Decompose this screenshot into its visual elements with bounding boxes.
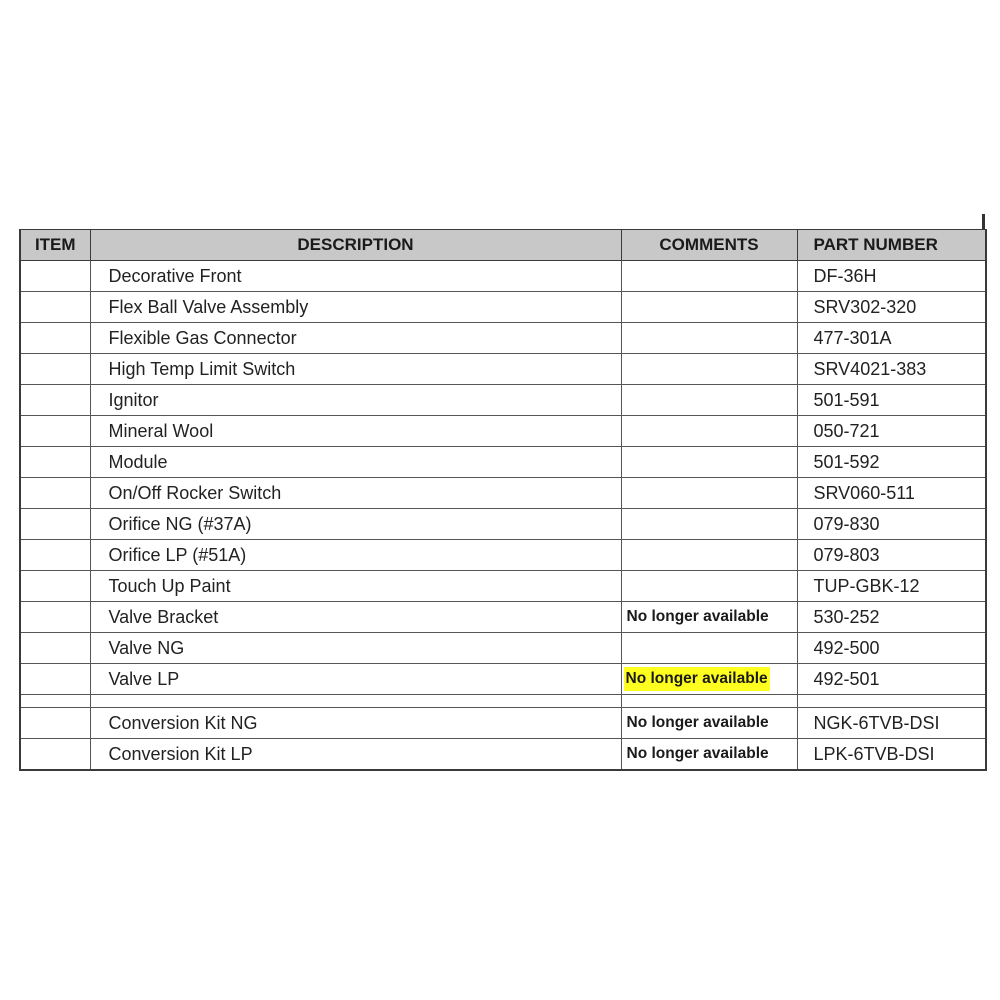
comments-cell [621,478,797,509]
part-number-cell: DF-36H [797,261,986,292]
comments-cell [621,416,797,447]
comments-cell [621,354,797,385]
comments-cell [621,261,797,292]
parts-table [19,229,987,771]
table-spacer-row [20,695,986,708]
description-cell: Orifice NG (#37A) [90,509,621,540]
item-cell [20,323,90,354]
header-part-number: PART NUMBER [797,230,986,261]
header-item: ITEM [20,230,90,261]
part-number-cell: NGK-6TVB-DSI [797,708,986,739]
comments-cell [621,447,797,478]
description-cell: Orifice LP (#51A) [90,540,621,571]
item-cell [20,571,90,602]
table-row [20,571,986,602]
spacer-cell [797,695,986,708]
part-number-cell: LPK-6TVB-DSI [797,739,986,771]
part-number-cell: 530-252 [797,602,986,633]
table-row [20,447,986,478]
comments-cell [621,571,797,602]
header-description: DESCRIPTION [90,230,621,261]
table-row [20,633,986,664]
table-row [20,261,986,292]
part-number-cell: 079-803 [797,540,986,571]
description-cell: On/Off Rocker Switch [90,478,621,509]
description-cell: Mineral Wool [90,416,621,447]
comments-cell [621,323,797,354]
description-cell: Ignitor [90,385,621,416]
item-cell [20,708,90,739]
description-cell: Flexible Gas Connector [90,323,621,354]
comments-cell [621,385,797,416]
item-cell [20,739,90,771]
item-cell [20,261,90,292]
part-number-cell: SRV302-320 [797,292,986,323]
description-cell: Valve NG [90,633,621,664]
table-row [20,385,986,416]
table-row [20,416,986,447]
description-cell: Valve LP [90,664,621,695]
description-cell: Conversion Kit LP [90,739,621,771]
table-row [20,602,986,633]
comments-cell [621,633,797,664]
item-cell [20,292,90,323]
table-row [20,540,986,571]
part-number-cell: 050-721 [797,416,986,447]
header-comments: COMMENTS [621,230,797,261]
item-cell [20,602,90,633]
comments-cell [621,664,797,695]
highlighted-comment: No longer available [624,667,770,691]
part-number-cell: 501-592 [797,447,986,478]
table-row [20,354,986,385]
item-cell [20,664,90,695]
spacer-cell [90,695,621,708]
item-cell [20,540,90,571]
item-cell [20,509,90,540]
table-header-row [20,230,986,261]
part-number-cell: 501-591 [797,385,986,416]
item-cell [20,447,90,478]
item-cell [20,385,90,416]
table-row [20,708,986,739]
table-row [20,292,986,323]
item-cell [20,633,90,664]
description-cell: Conversion Kit NG [90,708,621,739]
description-cell: Module [90,447,621,478]
comments-cell: No longer available [621,739,797,771]
spacer-cell [621,695,797,708]
part-number-cell: SRV4021-383 [797,354,986,385]
spacer-cell [20,695,90,708]
part-number-cell: TUP-GBK-12 [797,571,986,602]
comments-cell [621,509,797,540]
item-cell [20,354,90,385]
item-cell [20,478,90,509]
description-cell: Decorative Front [90,261,621,292]
table-row [20,478,986,509]
part-number-cell: SRV060-511 [797,478,986,509]
table-edge-rule [982,214,985,230]
comments-cell: No longer available [621,708,797,739]
comments-cell [621,292,797,323]
part-number-cell: 492-501 [797,664,986,695]
item-cell [20,416,90,447]
table-row [20,509,986,540]
description-cell: High Temp Limit Switch [90,354,621,385]
comments-cell: No longer available [621,602,797,633]
description-cell: Touch Up Paint [90,571,621,602]
part-number-cell: 477-301A [797,323,986,354]
part-number-cell: 079-830 [797,509,986,540]
table-row [20,323,986,354]
comments-cell [621,540,797,571]
description-cell: Flex Ball Valve Assembly [90,292,621,323]
table-row [20,739,986,771]
table-row [20,664,986,695]
part-number-cell: 492-500 [797,633,986,664]
description-cell: Valve Bracket [90,602,621,633]
table-body [20,261,986,771]
